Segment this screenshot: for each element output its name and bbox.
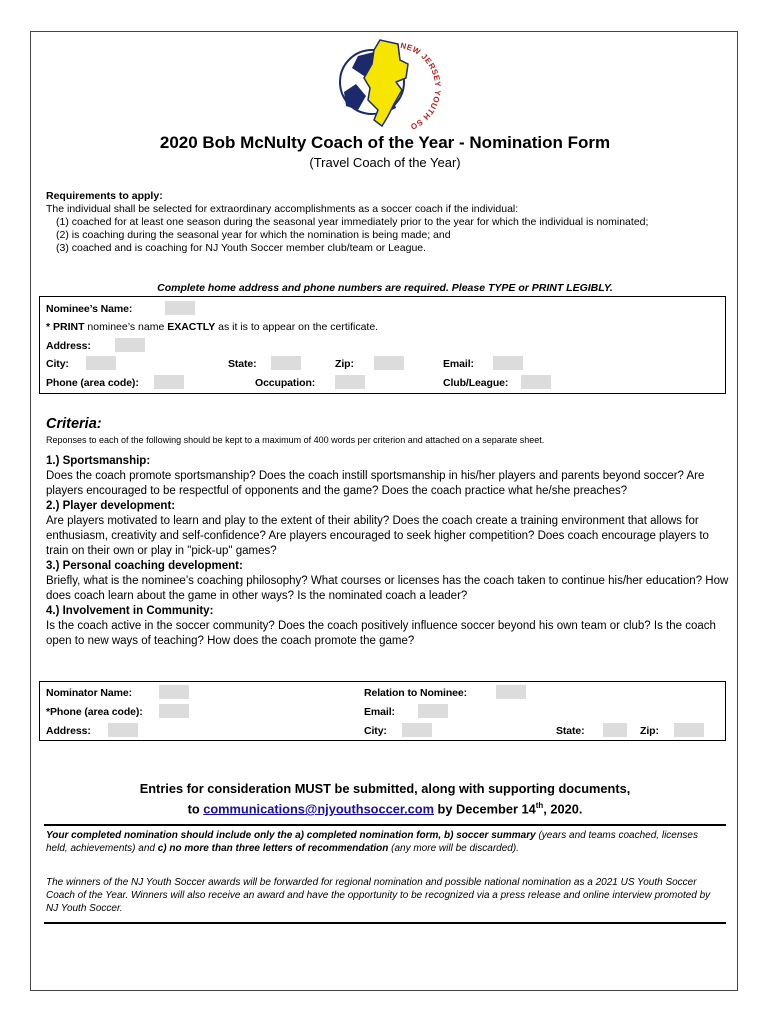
nominator-phone-field[interactable] — [159, 704, 189, 718]
nominee-city-field[interactable] — [86, 356, 116, 370]
nominee-zip-label: Zip: — [335, 358, 354, 370]
page-subtitle: (Travel Coach of the Year) — [309, 155, 461, 170]
requirement-item: (3) coached and is coaching for NJ Youth Soccer member club/team or League. — [56, 242, 427, 254]
criterion-heading: 2.) Player development: — [46, 500, 176, 512]
nominee-club-field[interactable] — [521, 375, 551, 389]
criterion-text: Does the coach promote sportsmanship? Does the coach instill sportsmanship in his/her players and parents beyond soccer? Are players encouraged to be respectful of opponents and the game? Does the coach practice what he/she preaches? — [46, 470, 705, 497]
nominator-state-label: State: — [556, 725, 585, 737]
divider-top — [44, 824, 726, 826]
nominee-phone-label: Phone (area code): — [46, 377, 139, 389]
requirement-item: (2) is coaching during the seasonal year for which the nomination is being made; and — [56, 229, 451, 241]
nominee-email-label: Email: — [443, 358, 474, 370]
nominee-name-label: Nominee’s Name: — [46, 303, 133, 315]
criterion-text: Are players motivated to learn and play to the extent of their ability? Does the coach create a training environment that allows for enthusiasm, creativity and self-confidence? Are players encouraged to seek higher competition? Does coach encourage players to train on their own or play in "pick-up" games? — [46, 515, 709, 557]
requirements-section — [46, 190, 648, 255]
criteria-title: Criteria: — [46, 416, 102, 432]
nominator-address-label: Address: — [46, 725, 91, 737]
logo-text: NEW JERSEY YOUTH SO — [399, 41, 443, 132]
nominator-state-field[interactable] — [603, 723, 627, 737]
nominee-occupation-field[interactable] — [335, 375, 365, 389]
criteria-note: Reponses to each of the following should be kept to a maximum of 400 words per criterion and attached on a separate sheet. — [46, 435, 545, 445]
submission-line-2: to communications@njyouthsoccer.com by December 14th, 2020. — [187, 801, 583, 817]
nominee-phone-field[interactable] — [154, 375, 184, 389]
nominator-zip-field[interactable] — [674, 723, 704, 737]
criterion-text: Is the coach active in the soccer community? Does the coach positively influence soccer beyond his own team or club? Is the coach open to new ways of teaching? How does the coach promote the game? — [46, 620, 716, 647]
legibility-notice: Complete home address and phone numbers are required. Please TYPE or PRINT LEGIBLY. — [157, 282, 613, 294]
page-title: 2020 Bob McNulty Coach of the Year - Nomination Form — [159, 133, 611, 152]
nominee-name-field[interactable] — [165, 301, 195, 315]
nominator-phone-label: *Phone (area code): — [46, 706, 143, 718]
criterion-heading: 1.) Sportsmanship: — [46, 455, 151, 467]
nominator-email-label: Email: — [364, 706, 395, 718]
criterion-heading: 3.) Personal coaching development: — [46, 560, 243, 572]
nominee-occupation-label: Occupation: — [255, 377, 316, 389]
nominator-name-label: Nominator Name: — [46, 687, 133, 699]
submission-email-link[interactable]: communications@njyouthsoccer.com — [203, 801, 434, 817]
nominator-relation-label: Relation to Nominee: — [364, 687, 468, 699]
nominator-city-field[interactable] — [402, 723, 432, 737]
nominator-zip-label: Zip: — [640, 725, 659, 737]
requirements-heading: Requirements to apply: — [46, 190, 163, 202]
winners-note: The winners of the NJ Youth Soccer awards will be forwarded for regional nomination and possible national nomination as a 2021 US Youth Soccer Coach of the Year. Winners will also receive an award and have the opportunity to be recognized via a press release and online interview promoted by NJ Youth Soccer. — [46, 877, 711, 914]
nominator-city-label: City: — [364, 725, 387, 737]
criterion-item — [46, 604, 730, 649]
submission-line-1: Entries for consideration MUST be submitted, along with supporting documents, — [139, 781, 631, 796]
criterion-item — [46, 454, 730, 499]
nj-youth-soccer-logo — [338, 34, 448, 134]
nominator-relation-field[interactable] — [496, 685, 526, 699]
nominee-city-label: City: — [46, 358, 69, 370]
criteria-list — [46, 454, 730, 649]
criterion-item — [46, 499, 730, 559]
criterion-item — [46, 559, 730, 604]
requirement-item: (1) coached for at least one season during the seasonal year immediately prior to the year for which the individual is nominated; — [56, 216, 649, 228]
divider-bottom — [44, 922, 726, 924]
criterion-text: Briefly, what is the nominee’s coaching philosophy? What courses or licenses has the coach taken to continue his/her education? How does coach learn about the game in other ways? Is the nominated coach a leader? — [46, 575, 729, 602]
nominee-address-label: Address: — [46, 340, 91, 352]
nomination-contents-note: Your completed nomination should include only the a) completed nomination form, b) soccer summary (years and teams coached, licenses held, achievements) and c) no more than three letters of recommendation (any more will be discarded). — [46, 830, 698, 854]
nominee-state-field[interactable] — [271, 356, 301, 370]
nominee-zip-field[interactable] — [374, 356, 404, 370]
nominee-address-field[interactable] — [115, 338, 145, 352]
criterion-heading: 4.) Involvement in Community: — [46, 605, 214, 617]
nominee-email-field[interactable] — [493, 356, 523, 370]
nominator-email-field[interactable] — [418, 704, 448, 718]
print-instruction: * PRINT nominee’s name EXACTLY as it is to appear on the certificate. — [46, 321, 379, 333]
nominator-name-field[interactable] — [159, 685, 189, 699]
requirements-intro: The individual shall be selected for extraordinary accomplishments as a soccer coach if the individual: — [46, 203, 519, 215]
nominee-club-label: Club/League: — [443, 377, 509, 389]
nominee-state-label: State: — [228, 358, 257, 370]
nominator-address-field[interactable] — [108, 723, 138, 737]
submission-instructions — [0, 780, 770, 817]
